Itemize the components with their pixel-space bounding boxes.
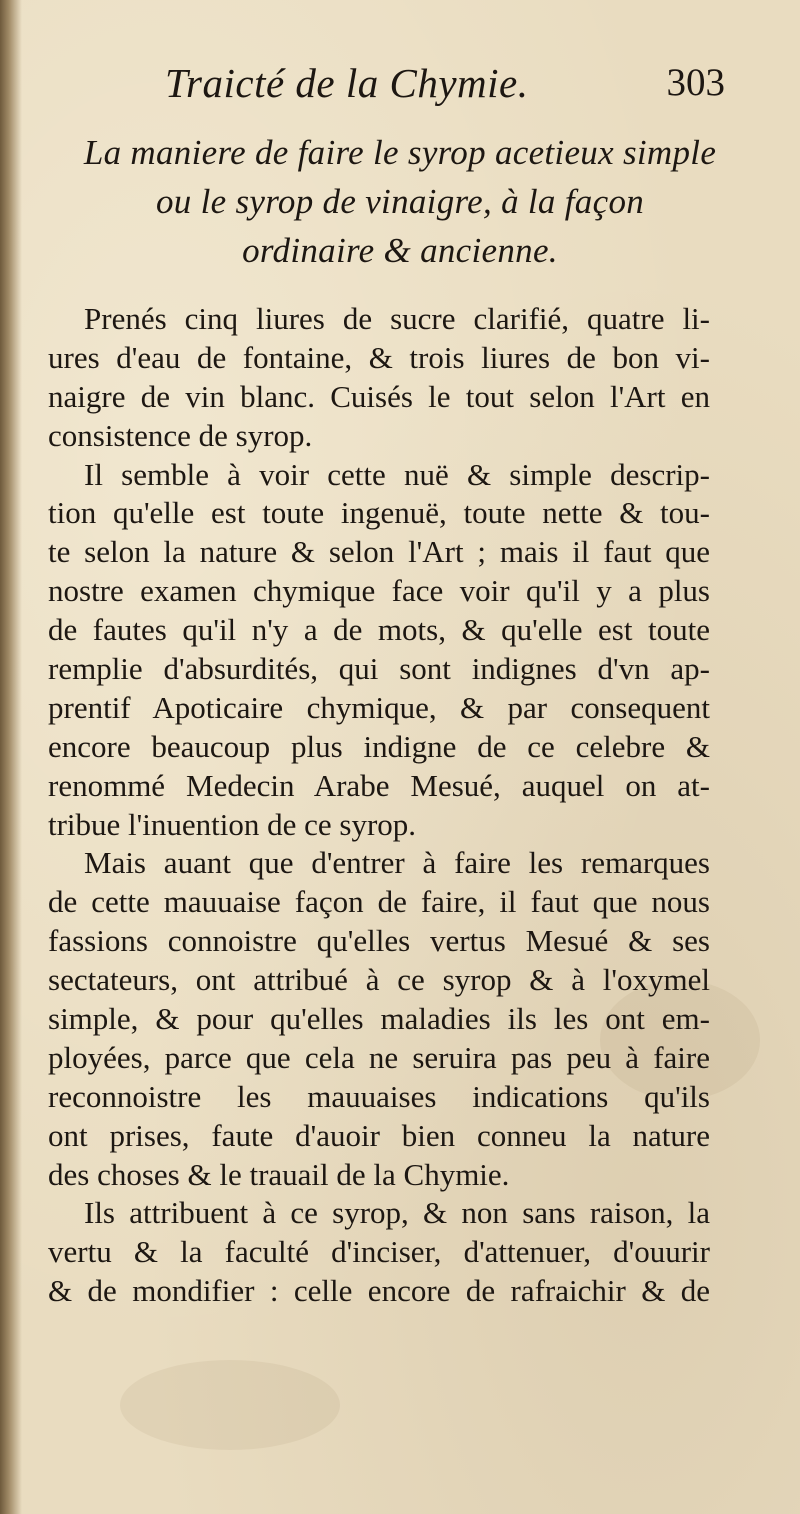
text-line: Ils attribuent à ce syrop, & non sans raison, la xyxy=(84,1195,710,1231)
text-line: consistence de syrop. xyxy=(48,417,313,453)
paragraph-1 xyxy=(48,300,710,456)
text-line: prentif Apoticaire chymique, & par consequent xyxy=(48,689,710,725)
paragraph-4 xyxy=(48,1194,710,1311)
text-line: ont prises, faute d'auoir bien conneu la nature xyxy=(48,1117,710,1153)
paper-stain xyxy=(120,1360,340,1450)
running-head xyxy=(165,58,725,108)
text-line: Prenés cinq liures de sucre clarifié, quatre li- xyxy=(84,301,710,336)
text-line: des choses & le trauail de la Chymie. xyxy=(48,1156,510,1192)
text-line: encore beaucoup plus indigne de ce celebre & xyxy=(48,728,710,764)
text-line: de cette mauuaise façon de faire, il faut que nous xyxy=(48,884,710,920)
text-line: tion qu'elle est toute ingenuë, toute nette & tou- xyxy=(48,495,710,531)
text-line: simple, & pour qu'elles maladies ils les ont em- xyxy=(48,1001,710,1037)
text-line: tribue l'inuention de ce syrop. xyxy=(48,806,417,842)
heading-line: La maniere de faire le syrop acetieux simple xyxy=(83,133,717,172)
page-number: 303 xyxy=(666,61,725,104)
text-line: ployées, parce que cela ne seruira pas peu à faire xyxy=(48,1039,710,1075)
text-line: sectateurs, ont attribué à ce syrop & à l'oxymel xyxy=(48,962,710,998)
paragraph-2 xyxy=(48,456,710,845)
text-line: reconnoistre les mauuaises indications qu'ils xyxy=(48,1078,710,1114)
paragraph-3 xyxy=(48,844,710,1194)
text-line: te selon la nature & selon l'Art ; mais il faut que xyxy=(48,534,710,570)
text-line: naigre de vin blanc. Cuisés le tout selon l'Art en xyxy=(48,378,710,414)
text-line: de fautes qu'il n'y a de mots, & qu'elle est toute xyxy=(48,612,710,648)
text-line: vertu & la faculté d'inciser, d'attenuer, d'ouurir xyxy=(48,1234,710,1270)
body-text xyxy=(48,300,710,1311)
heading-line: ordinaire & ancienne. xyxy=(242,231,558,270)
text-line: & de mondifier : celle encore de rafraichir & de xyxy=(48,1273,710,1309)
text-line: remplie d'absurdités, qui sont indignes d'vn ap- xyxy=(48,651,710,687)
text-line: fassions connoistre qu'elles vertus Mesué & ses xyxy=(48,923,710,959)
text-line: Mais auant que d'entrer à faire les remarques xyxy=(84,845,710,881)
text-line: renommé Medecin Arabe Mesué, auquel on at- xyxy=(48,767,710,803)
text-line: Il semble à voir cette nuë & simple descrip- xyxy=(84,456,710,492)
chapter-heading xyxy=(40,128,760,275)
heading-line: ou le syrop de vinaigre, à la façon xyxy=(155,182,645,221)
running-title: Traicté de la Chymie. xyxy=(165,60,529,106)
text-line: nostre examen chymique face voir qu'il y a plus xyxy=(48,573,710,609)
text-line: ures d'eau de fontaine, & trois liures de bon vi- xyxy=(48,339,710,375)
page-gutter-shadow xyxy=(0,0,22,1514)
